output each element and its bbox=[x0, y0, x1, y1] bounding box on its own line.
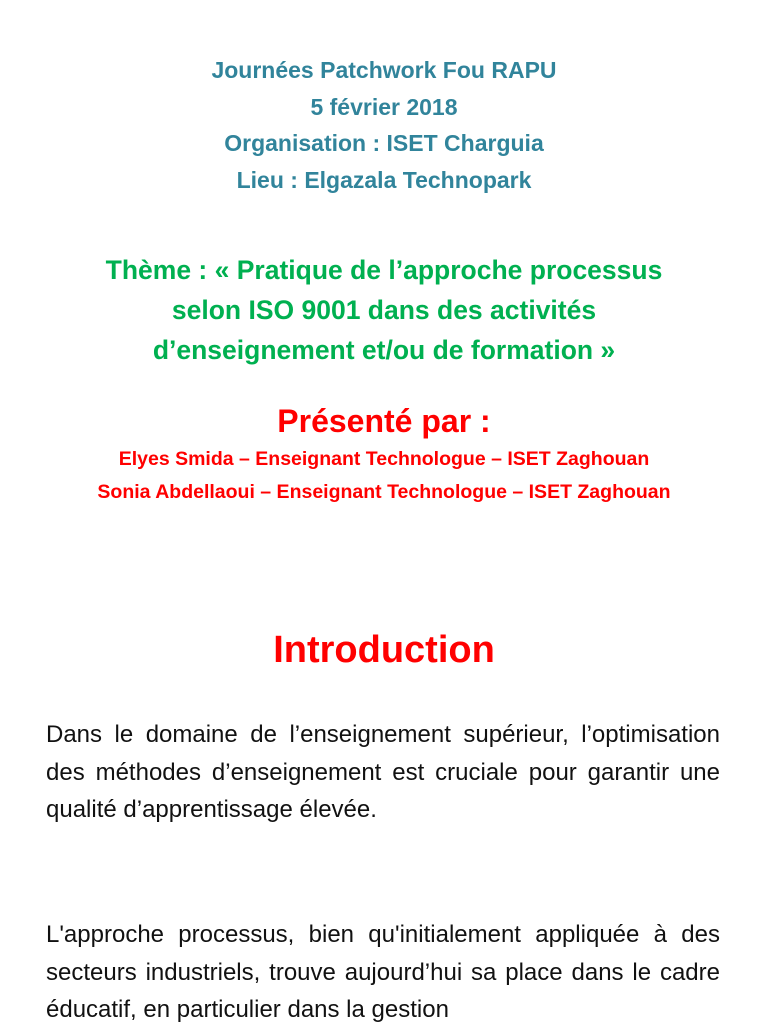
event-header bbox=[0, 52, 768, 198]
event-title: Journées Patchwork Fou RAPU bbox=[211, 57, 557, 83]
theme-line-2: selon ISO 9001 dans des activités bbox=[171, 295, 597, 325]
introduction-paragraph-2: L'approche processus, bien qu'initialement appliquée à des secteurs industriels, trouve aujourd’hui sa place dans le cadre éducatif, en particulier dans la gestion bbox=[46, 921, 720, 1023]
presenters-heading: Présenté par : bbox=[277, 403, 491, 439]
introduction-title: Introduction bbox=[273, 629, 495, 671]
presenter-item: Elyes Smida – Enseignant Technologue – ISET Zaghouan bbox=[118, 448, 650, 470]
introduction-paragraph-1: Dans le domaine de l’enseignement supérieur, l’optimisation des méthodes d’enseignement est cruciale pour garantir une qualité d’apprentissage élevée. bbox=[46, 721, 720, 823]
presenters-list bbox=[0, 443, 768, 508]
event-location: Lieu : Elgazala Technopark bbox=[236, 166, 532, 193]
presenter-item: Sonia Abdellaoui – Enseignant Technologue – ISET Zaghouan bbox=[97, 480, 671, 503]
theme-block bbox=[0, 250, 768, 370]
event-date: 5 février 2018 bbox=[310, 93, 458, 120]
event-organisation: Organisation : ISET Charguia bbox=[224, 130, 544, 156]
theme-line-1: Thème : « Pratique de l’approche processus bbox=[105, 255, 663, 285]
theme-line-3: d’enseignement et/ou de formation » bbox=[152, 335, 616, 365]
